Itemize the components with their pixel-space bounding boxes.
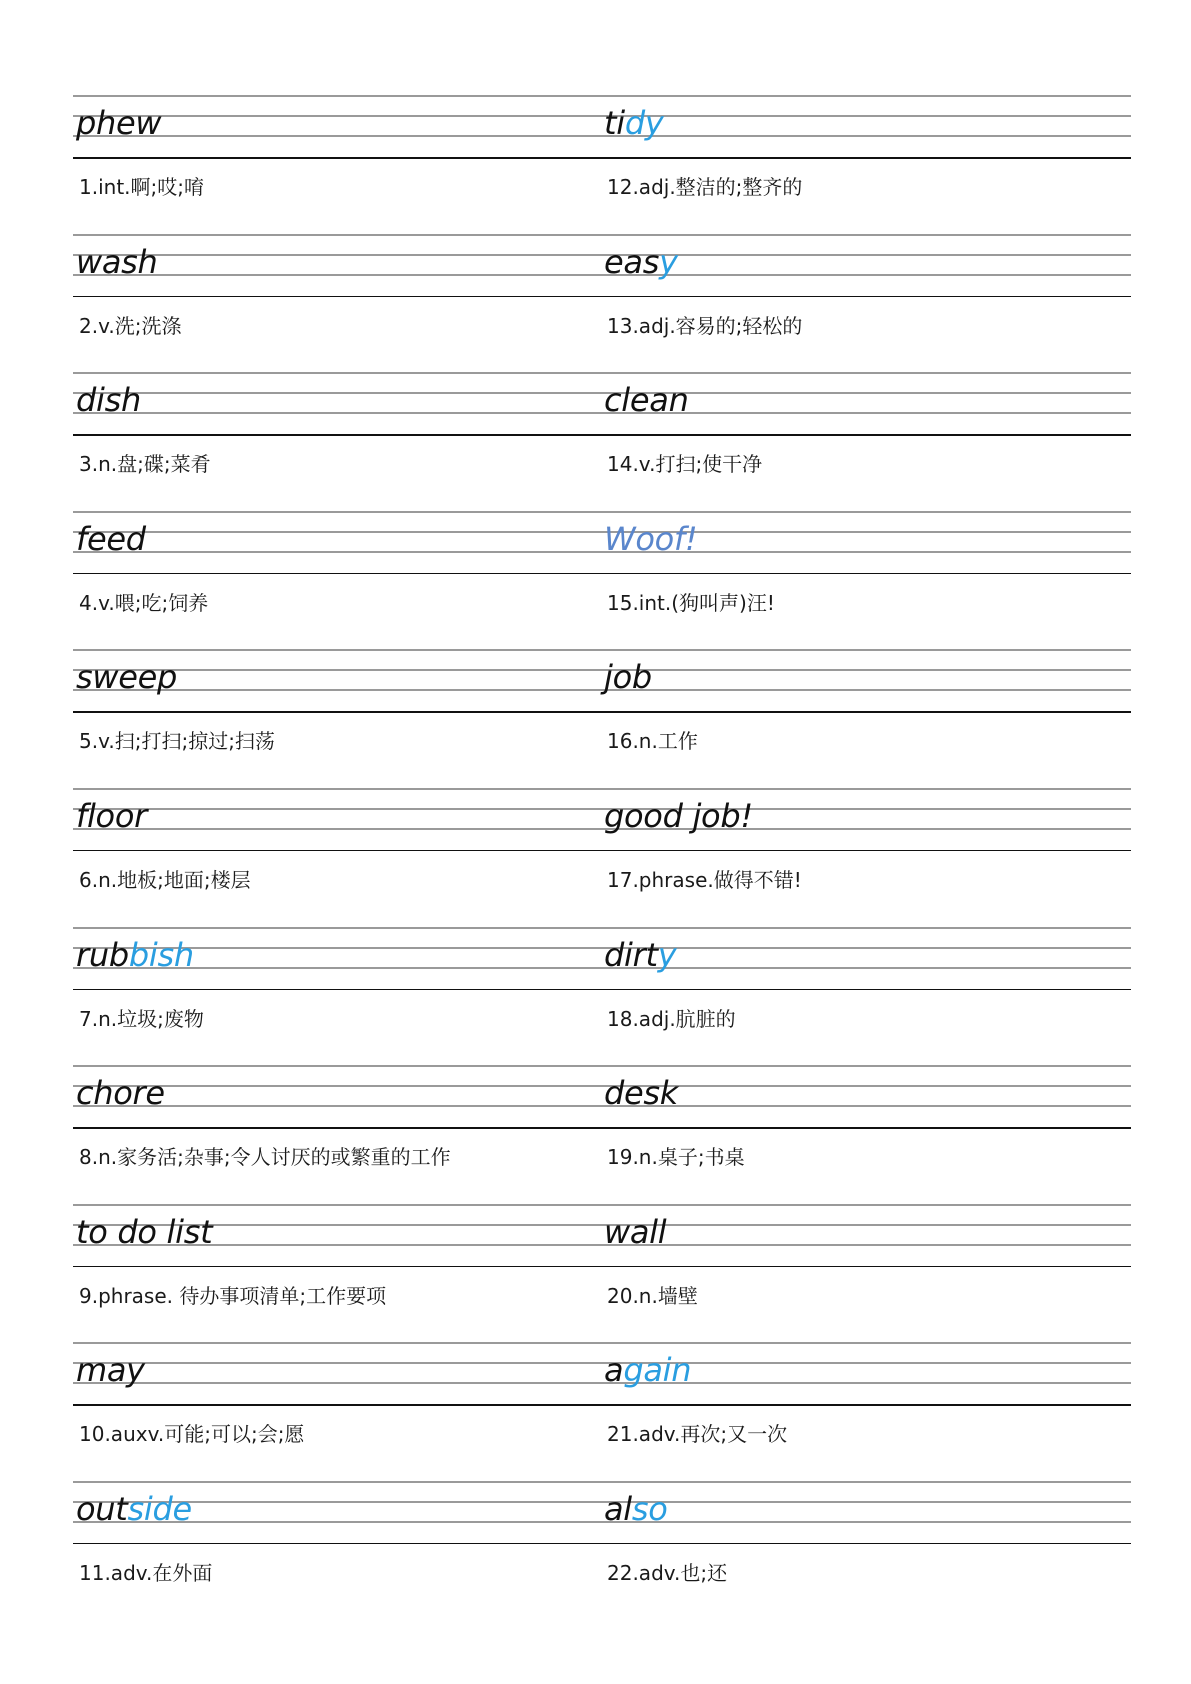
guide-line-lower: [73, 828, 1131, 830]
guide-line-mid: [73, 1501, 1131, 1503]
english-word: [76, 1073, 165, 1113]
word-part-plain: a: [604, 1351, 624, 1390]
guide-line-lower: [73, 1244, 1131, 1246]
word-part-plain: wash: [76, 242, 158, 281]
guide-line-lower: [73, 967, 1131, 969]
word-part-highlight: gain: [623, 1351, 692, 1390]
guide-line-top: [73, 234, 1131, 236]
vocab-row: [73, 927, 1131, 1066]
vocab-row: [73, 234, 1131, 373]
chinese-definition: 10.auxv.可能;可以;会;愿: [79, 1422, 305, 1447]
chinese-definition: 6.n.地板;地面;楼层: [79, 867, 251, 892]
guide-line-mid: [73, 254, 1131, 256]
chinese-definition: 21.adv.再次;又一次: [607, 1422, 788, 1447]
vocab-row: [73, 511, 1131, 650]
chinese-definition: 8.n.家务活;杂事;令人讨厌的或繁重的工作: [79, 1145, 451, 1170]
guide-line-top: [73, 788, 1131, 790]
guide-line-top: [73, 1481, 1131, 1483]
vocab-row: [73, 1342, 1131, 1481]
guide-line-mid: [73, 392, 1131, 394]
english-word: [604, 519, 697, 559]
chinese-definition: 14.v.打扫;使干净: [607, 452, 763, 477]
word-part-plain: rub: [76, 935, 129, 974]
guide-line-mid: [73, 1224, 1131, 1226]
word-part-highlight: y: [657, 935, 677, 974]
english-word: [76, 796, 147, 836]
word-part-plain: ti: [604, 104, 625, 142]
english-word: [76, 380, 141, 420]
word-part-plain: to do list: [76, 1212, 213, 1251]
word-part-plain: good job!: [604, 796, 753, 835]
vocab-row: [73, 1481, 1131, 1620]
english-word: [76, 1350, 145, 1390]
guide-line-top: [73, 372, 1131, 374]
guide-line-mid: [73, 115, 1131, 117]
english-word: [604, 1350, 691, 1390]
baseline-rule: [73, 434, 1131, 436]
baseline-rule: [73, 1127, 1131, 1129]
guide-line-mid: [73, 1362, 1131, 1364]
guide-line-mid: [73, 947, 1131, 949]
word-part-plain: chore: [76, 1074, 165, 1113]
chinese-definition: 15.int.(狗叫声)汪!: [607, 590, 775, 615]
word-part-plain: eas: [604, 242, 660, 281]
baseline-rule: [73, 157, 1131, 159]
word-part-plain: feed: [76, 519, 146, 558]
guide-line-top: [73, 1204, 1131, 1206]
english-word: [604, 103, 664, 143]
chinese-definition: 9.phrase. 待办事项清单;工作要项: [79, 1283, 387, 1308]
guide-line-top: [73, 1065, 1131, 1067]
word-part-plain: al: [604, 1489, 632, 1528]
chinese-definition: 20.n.墙壁: [607, 1283, 698, 1308]
guide-line-lower: [73, 274, 1131, 276]
chinese-definition: 7.n.垃圾;废物: [79, 1006, 204, 1031]
vocab-row: [73, 788, 1131, 927]
english-word: [604, 1489, 668, 1529]
english-word: [604, 657, 652, 697]
guide-line-top: [73, 927, 1131, 929]
baseline-rule: [73, 1404, 1131, 1406]
guide-line-lower: [73, 689, 1131, 691]
chinese-definition: 11.adv.在外面: [79, 1560, 213, 1585]
guide-line-lower: [73, 551, 1131, 553]
baseline-rule: [73, 1266, 1131, 1268]
guide-line-lower: [73, 1105, 1131, 1107]
baseline-rule: [73, 296, 1131, 298]
english-word: [604, 1212, 666, 1252]
word-part-plain: desk: [604, 1074, 679, 1113]
chinese-definition: 2.v.洗;洗涤: [79, 313, 182, 338]
chinese-definition: 12.adj.整洁的;整齐的: [607, 175, 803, 199]
english-word: [76, 1489, 192, 1529]
guide-line-lower: [73, 1521, 1131, 1523]
english-word: [76, 935, 194, 975]
vocab-row: [73, 1204, 1131, 1343]
guide-line-mid: [73, 808, 1131, 810]
word-part-highlight: dy: [624, 104, 664, 142]
word-part-highlight: bish: [128, 935, 194, 974]
english-word: [604, 796, 753, 836]
word-part-highlight: so: [631, 1489, 668, 1528]
chinese-definition: 16.n.工作: [607, 729, 698, 754]
word-part-plain: wall: [604, 1212, 667, 1251]
english-word: [604, 1073, 678, 1113]
baseline-rule: [73, 573, 1131, 575]
chinese-definition: 1.int.啊;哎;唷: [79, 175, 204, 199]
chinese-definition: 13.adj.容易的;轻松的: [607, 313, 803, 338]
vocab-row: [73, 372, 1131, 511]
guide-line-mid: [73, 669, 1131, 671]
baseline-rule: [73, 711, 1131, 713]
word-part-plain: out: [76, 1489, 128, 1528]
vocab-row: [73, 95, 1131, 234]
chinese-definition: 3.n.盘;碟;菜肴: [79, 452, 211, 477]
guide-line-lower: [73, 412, 1131, 414]
vocab-row: [73, 649, 1131, 788]
word-part-plain: sweep: [76, 658, 178, 697]
baseline-rule: [73, 850, 1131, 852]
word-part-plain: floor: [76, 796, 147, 835]
chinese-definition: 18.adj.肮脏的: [607, 1006, 736, 1031]
english-word: [76, 103, 161, 143]
guide-line-mid: [73, 531, 1131, 533]
word-part-plain: dish: [76, 381, 141, 420]
baseline-rule: [73, 1543, 1131, 1545]
word-part-plain: clean: [604, 381, 689, 420]
word-part-highlight: Woof!: [604, 519, 698, 558]
word-part-plain: job: [604, 658, 652, 697]
guide-line-top: [73, 649, 1131, 651]
guide-line-lower: [73, 1382, 1131, 1384]
english-word: [76, 519, 146, 559]
vocab-row: [73, 1065, 1131, 1204]
guide-line-lower: [73, 135, 1131, 137]
word-part-highlight: side: [127, 1489, 192, 1528]
chinese-definition: 17.phrase.做得不错!: [607, 867, 802, 892]
english-word: [604, 242, 678, 282]
guide-line-mid: [73, 1085, 1131, 1087]
guide-line-top: [73, 511, 1131, 513]
guide-line-top: [73, 1342, 1131, 1344]
english-word: [76, 1212, 212, 1252]
guide-line-top: [73, 95, 1131, 97]
english-word: [76, 242, 158, 282]
english-word: [604, 380, 689, 420]
chinese-definition: 19.n.桌子;书桌: [607, 1145, 745, 1170]
word-part-plain: phew: [76, 104, 162, 142]
chinese-definition: 4.v.喂;吃;饲养: [79, 590, 209, 615]
chinese-definition: 22.adv.也;还: [607, 1560, 728, 1585]
english-word: [76, 657, 177, 697]
vocabulary-sheet: [73, 95, 1131, 1620]
english-word: [604, 935, 676, 975]
baseline-rule: [73, 989, 1131, 991]
chinese-definition: 5.v.扫;打扫;掠过;扫荡: [79, 729, 275, 754]
word-part-plain: may: [76, 1351, 145, 1390]
word-part-plain: dirt: [604, 935, 658, 974]
word-part-highlight: y: [659, 242, 678, 281]
